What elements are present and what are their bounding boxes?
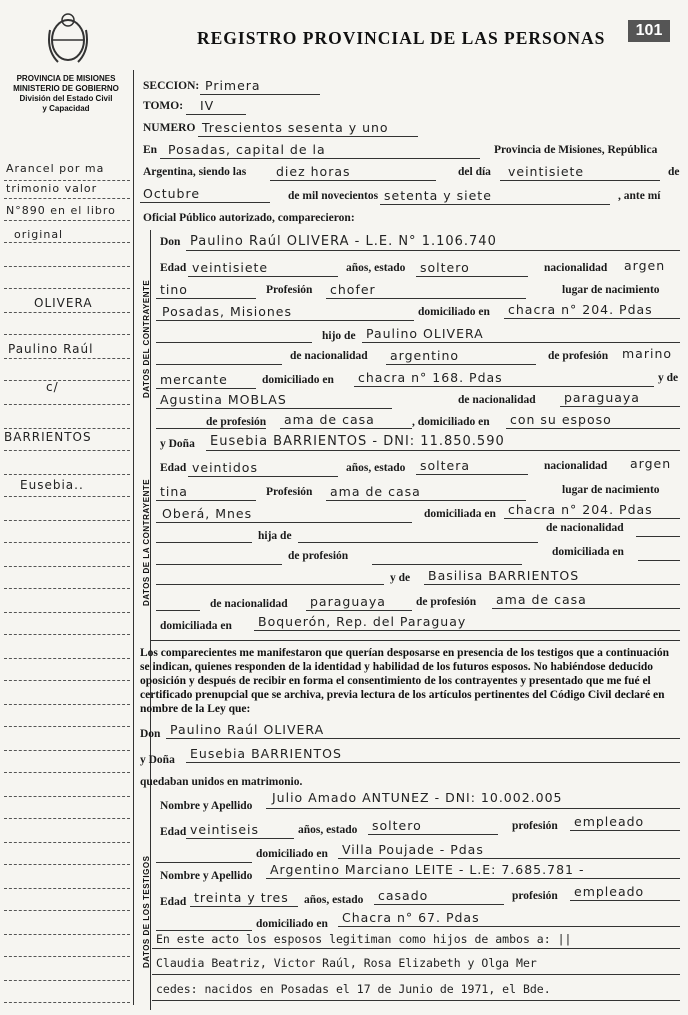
nacionalidad2-label: nacionalidad — [544, 460, 608, 472]
edad-value: veintisiete — [192, 260, 269, 275]
y-de-label: y de — [658, 372, 679, 384]
margin-name: Paulino Raúl — [8, 342, 94, 356]
hija-label: hija de — [258, 530, 292, 542]
declaration-paragraph: Los comparecientes me manifestaron que querían desposarse en presencia de los testigos que a continuación se indican, quienes responden de la identidad y habilidad de los futuros esposos. No habiéndose deducido oposición y después de recibir en forma el consentimiento de los contrayentes y presentado que me fué el certificado prenupcial que se archiva, previa lectura de los artículos pertinentes del Código Civil declaré en nombre de la Ley que: — [140, 647, 669, 715]
margin-note: trimonio valor — [6, 182, 98, 195]
t2-edad-label: Edad — [160, 896, 187, 908]
de-profesion-label: de profesión — [548, 350, 609, 362]
madre2-profesion: ama de casa — [496, 592, 587, 607]
t2-edad: treinta y tres — [194, 890, 289, 905]
margin-name: BARRIENTOS — [4, 430, 92, 444]
estado-value: soltero — [420, 260, 470, 275]
padre-domicilio: chacra n° 168. Pdas — [358, 370, 503, 385]
unidos-text: quedaban unidos en matrimonio. — [140, 776, 303, 788]
t1-estado-label: años, estado — [298, 824, 358, 836]
padre-name: Paulino OLIVERA — [366, 326, 484, 341]
coat-of-arms-icon — [46, 10, 90, 68]
edad2-value: veintidos — [192, 460, 258, 475]
en-label: En — [143, 144, 158, 156]
del-dia-label: del día — [458, 166, 491, 178]
org-line: División del Estado Civil — [19, 94, 113, 103]
decl-don-name: Paulino Raúl OLIVERA — [170, 722, 325, 737]
lugar-value: Posadas, Misiones — [162, 304, 292, 319]
lugar2-label: lugar de nacimiento — [562, 484, 660, 496]
madre-name: Agustina MOBLAS — [160, 392, 287, 407]
edad2-label: Edad — [160, 462, 187, 474]
t2-label: Nombre y Apellido — [160, 870, 253, 882]
decl-dona-label: y Doña — [140, 754, 175, 766]
padre-profesion-cont: mercante — [160, 372, 228, 387]
contrayente2-side-label: DATOS DE LA CONTRAYENTE — [142, 478, 151, 606]
argentina-text: Argentina, siendo las — [143, 166, 247, 178]
org-line: PROVINCIA DE MISIONES — [16, 74, 116, 83]
t1-label: Nombre y Apellido — [160, 800, 253, 812]
seccion-value: Primera — [205, 78, 261, 93]
madre2-profesion-label: de profesión — [416, 596, 477, 608]
profesion2-value: ama de casa — [330, 484, 421, 499]
page-title: REGISTRO PROVINCIAL DE LAS PERSONAS — [197, 28, 606, 48]
t2-name: Argentino Marciano LEITE - L.E: 7.685.781 - — [270, 862, 585, 877]
nacionalidad-value: argen — [624, 258, 666, 273]
dona-label: y Doña — [160, 438, 195, 450]
t1-prof-label: profesión — [512, 820, 558, 832]
t2-dom-label: domiciliado en — [256, 918, 328, 930]
estado2-label: años, estado — [346, 462, 406, 474]
domiciliado-label: domiciliado en — [418, 306, 490, 318]
padre-domiciliado-label: domiciliado en — [262, 374, 334, 386]
org-line: MINISTERIO DE GOBIERNO — [13, 84, 119, 93]
lugar2-value: Oberá, Mnes — [162, 506, 253, 521]
madre-nacionalidad: paraguaya — [564, 390, 640, 405]
en-value: Posadas, capital de la — [168, 142, 326, 157]
decl-don-label: Don — [140, 728, 161, 740]
margin-divider — [133, 70, 134, 1005]
padre-nacionalidad: argentino — [390, 348, 460, 363]
madre2-nacionalidad-label: de nacionalidad — [210, 598, 288, 610]
provincia-text: Provincia de Misiones, República — [494, 144, 658, 156]
madre2-domicilio-label: domiciliada en — [160, 620, 232, 632]
t2-prof-label: profesión — [512, 890, 558, 902]
madre2-domicilio: Boquerón, Rep. del Paraguay — [258, 614, 467, 629]
margin-note: original — [14, 228, 64, 241]
page-number: 101 — [628, 20, 670, 42]
nacionalidad-value-cont: tino — [160, 282, 188, 297]
domicilio2-value: chacra n° 204. Pdas — [508, 502, 653, 517]
testigos-side-label: DATOS DE LOS TESTIGOS — [142, 855, 151, 968]
profesion-label: Profesión — [266, 284, 313, 296]
t1-edad-label: Edad — [160, 826, 187, 838]
domiciliada-label: domiciliada en — [424, 508, 496, 520]
nacionalidad2-value: argen — [630, 456, 672, 471]
padre-profesion: marino — [622, 346, 673, 361]
madre-profesion-label: de profesión — [206, 416, 267, 428]
domiciliada2-label: domiciliada en — [552, 546, 624, 558]
don-label: Don — [160, 236, 181, 248]
de-label: de — [668, 166, 680, 178]
t2-estado: casado — [378, 888, 429, 903]
tomo-value: IV — [200, 98, 215, 113]
contrayente-side-label: DATOS DEL CONTRAYENTE — [142, 279, 151, 398]
dia-value: veintisiete — [508, 164, 585, 179]
tomo-label: TOMO: — [143, 100, 184, 112]
madre2-name: Basilisa BARRIENTOS — [428, 568, 580, 583]
profesion-value: chofer — [330, 282, 376, 297]
nota-line-3: cedes: nacidos en Posadas el 17 de Junio de 1971, el Bde. — [156, 982, 551, 996]
estado-label: años, estado — [346, 262, 406, 274]
margin-name: OLIVERA — [34, 296, 93, 310]
madre-domicilio: con su esposo — [510, 412, 612, 427]
t2-estado-label: años, estado — [304, 894, 364, 906]
t2-dom: Chacra n° 67. Pdas — [342, 910, 480, 925]
nacionalidad-label: nacionalidad — [544, 262, 608, 274]
madre-nacionalidad-label: de nacionalidad — [458, 394, 536, 406]
y-de2-label: y de — [390, 572, 411, 584]
margin-note: Arancel por ma — [6, 162, 105, 175]
seccion-label: SECCION: — [143, 80, 200, 92]
estado2-value: soltera — [420, 458, 471, 473]
contrayente-name: Paulino Raúl OLIVERA - L.E. N° 1.106.740 — [190, 234, 497, 249]
contrayente2-name: Eusebia BARRIENTOS - DNI: 11.850.590 — [210, 434, 505, 449]
decl-dona-name: Eusebia BARRIENTOS — [190, 746, 342, 761]
profesion2-label: Profesión — [266, 486, 313, 498]
lugar-label: lugar de nacimiento — [562, 284, 660, 296]
anio-value: setenta y siete — [384, 188, 492, 203]
margin-name: c/ — [46, 380, 59, 394]
edad-label: Edad — [160, 262, 187, 274]
nota-line-1: En este acto los esposos legitiman como hijos de ambos a: || — [156, 932, 572, 946]
t1-edad: veintiseis — [190, 822, 260, 837]
hija-nacionalidad-label: de nacionalidad — [546, 522, 624, 534]
madre-domiciliado-label: , domiciliado en — [412, 416, 490, 428]
t1-prof: empleado — [574, 814, 645, 829]
margin-note: N°890 en el libro — [6, 204, 116, 217]
margin-name: Eusebia.. — [20, 478, 84, 492]
numero-value: Trescientos sesenta y uno — [202, 120, 389, 135]
oficial-text: Oficial Público autorizado, comparecieron: — [143, 212, 355, 224]
hora-value: diez horas — [276, 164, 351, 179]
domicilio-value: chacra n° 204. Pdas — [508, 302, 653, 317]
nota-line-2: Claudia Beatriz, Victor Raúl, Rosa Elizabeth y Olga Mer — [156, 956, 537, 970]
madre2-nacionalidad: paraguaya — [310, 594, 386, 609]
org-block — [2, 74, 130, 114]
t1-dom-label: domiciliado en — [256, 848, 328, 860]
org-line: y Capacidad — [42, 104, 90, 113]
ante-text: , ante mí — [618, 190, 661, 202]
t1-estado: soltero — [372, 818, 422, 833]
hijo-label: hijo de — [322, 330, 356, 342]
mil-text: de mil novecientos — [288, 190, 379, 202]
madre-profesion: ama de casa — [284, 412, 375, 427]
hija-profesion-label: de profesión — [288, 550, 349, 562]
t1-dom: Villa Poujade - Pdas — [342, 842, 484, 857]
t2-prof: empleado — [574, 884, 645, 899]
de-nacionalidad-label: de nacionalidad — [290, 350, 368, 362]
nacionalidad2-value-cont: tina — [160, 484, 188, 499]
t1-name: Julio Amado ANTUNEZ - DNI: 10.002.005 — [272, 790, 563, 805]
mes-value: Octubre — [143, 186, 201, 201]
numero-label: NUMERO — [143, 122, 196, 134]
